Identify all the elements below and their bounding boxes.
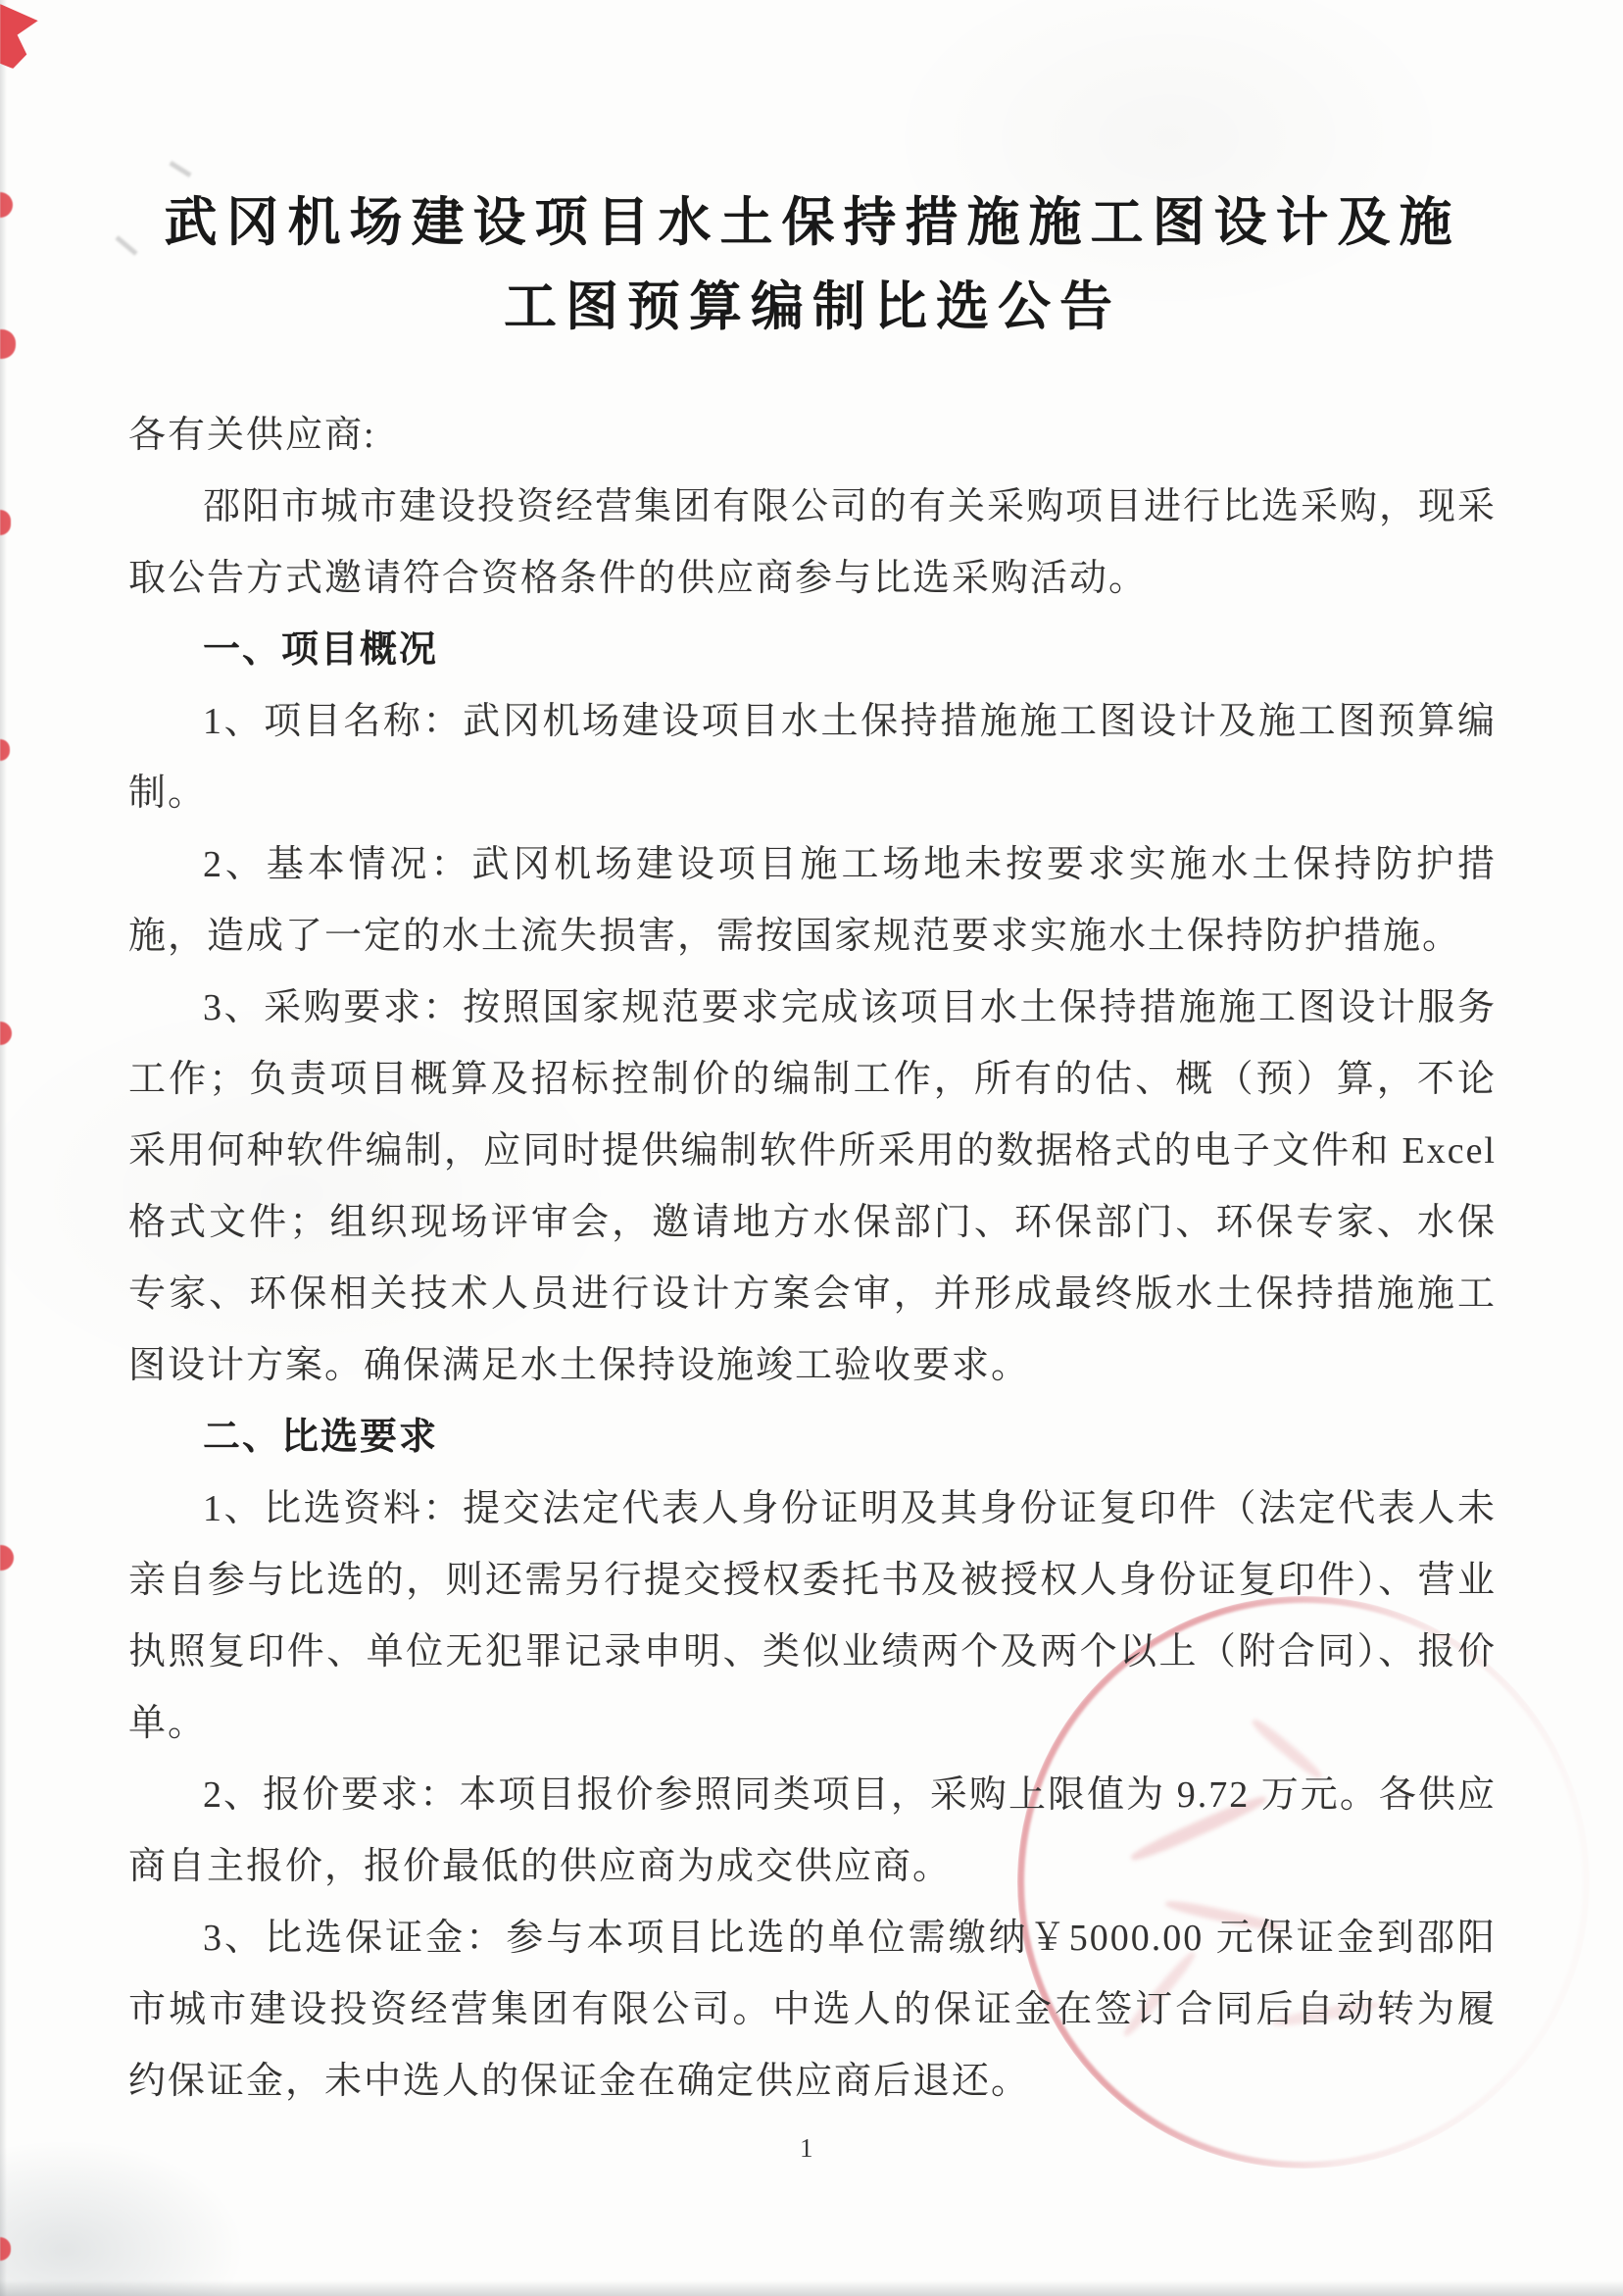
section-2-item-2: 2、报价要求：本项目报价参照同类项目，采购上限值为 9.72 万元。各供应商自主报价，报价最低的供应商为成交供应商。 xyxy=(128,1774,1497,1887)
red-ink-mark xyxy=(0,1545,14,1571)
document-body xyxy=(128,400,1497,2118)
red-ink-mark xyxy=(0,510,11,535)
announcement-document xyxy=(128,0,1497,2118)
section-1-heading: 一、项目概况 xyxy=(203,629,439,671)
red-ink-mark xyxy=(0,4,43,69)
section-2-item-1: 1、比选资料：提交法定代表人身份证明及其身份证复印件（法定代表人未亲自参与比选的，则还需另行提交授权委托书及被授权人身份证复印件）、营业执照复印件、单位无犯罪记录申明、类似业绩两个及两个以上（附合同）、报价单。 xyxy=(128,1488,1497,1744)
red-ink-mark xyxy=(0,739,10,761)
intro-paragraph: 邵阳市城市建设投资经营集团有限公司的有关采购项目进行比选采购，现采取公告方式邀请符合资格条件的供应商参与比选采购活动。 xyxy=(128,486,1498,599)
section-2-heading: 二、比选要求 xyxy=(203,1417,439,1458)
red-ink-mark xyxy=(0,1022,12,1045)
salutation: 各有关供应商: xyxy=(128,415,376,456)
red-ink-mark xyxy=(0,192,13,218)
title-line-2: 工图预算编制比选公告 xyxy=(504,277,1121,336)
section-1-item-3: 3、采购要求：按照国家规范要求完成该项目水土保持措施施工图设计服务工作；负责项目概算及招标控制价的编制工作，所有的估、概（预）算，不论采用何种软件编制，应同时提供编制软件所采用的数据格式的电子文件和 Excel 格式文件；组织现场评审会，邀请地方水保部门、环保部门、环保专家、水保专家、环保相关技术人员进行设计方案会审，并形成最终版水土保持措施施工图设计方案。确保满足水土保持设施竣工验收要求。 xyxy=(128,987,1497,1386)
document-title xyxy=(128,180,1497,349)
title-line-1: 武冈机场建设项目水土保持措施施工图设计及施 xyxy=(164,193,1461,252)
section-1-item-1: 1、项目名称：武冈机场建设项目水土保持措施施工图设计及施工图预算编制。 xyxy=(128,701,1497,814)
section-2-item-3: 3、比选保证金：参与本项目比选的单位需缴纳￥5000.00 元保证金到邵阳市城市建设投资经营集团有限公司。中选人的保证金在签订合同后自动转为履约保证金，未中选人的保证金在确定供应商后退还。 xyxy=(128,1918,1497,2102)
red-ink-mark xyxy=(0,2237,11,2261)
page-number: 1 xyxy=(800,2133,813,2163)
red-ink-mark xyxy=(0,329,16,359)
section-1-item-2: 2、基本情况：武冈机场建设项目施工场地未按要求实施水土保持防护措施，造成了一定的水土流失损害，需按国家规范要求实施水土保持防护措施。 xyxy=(128,844,1497,957)
